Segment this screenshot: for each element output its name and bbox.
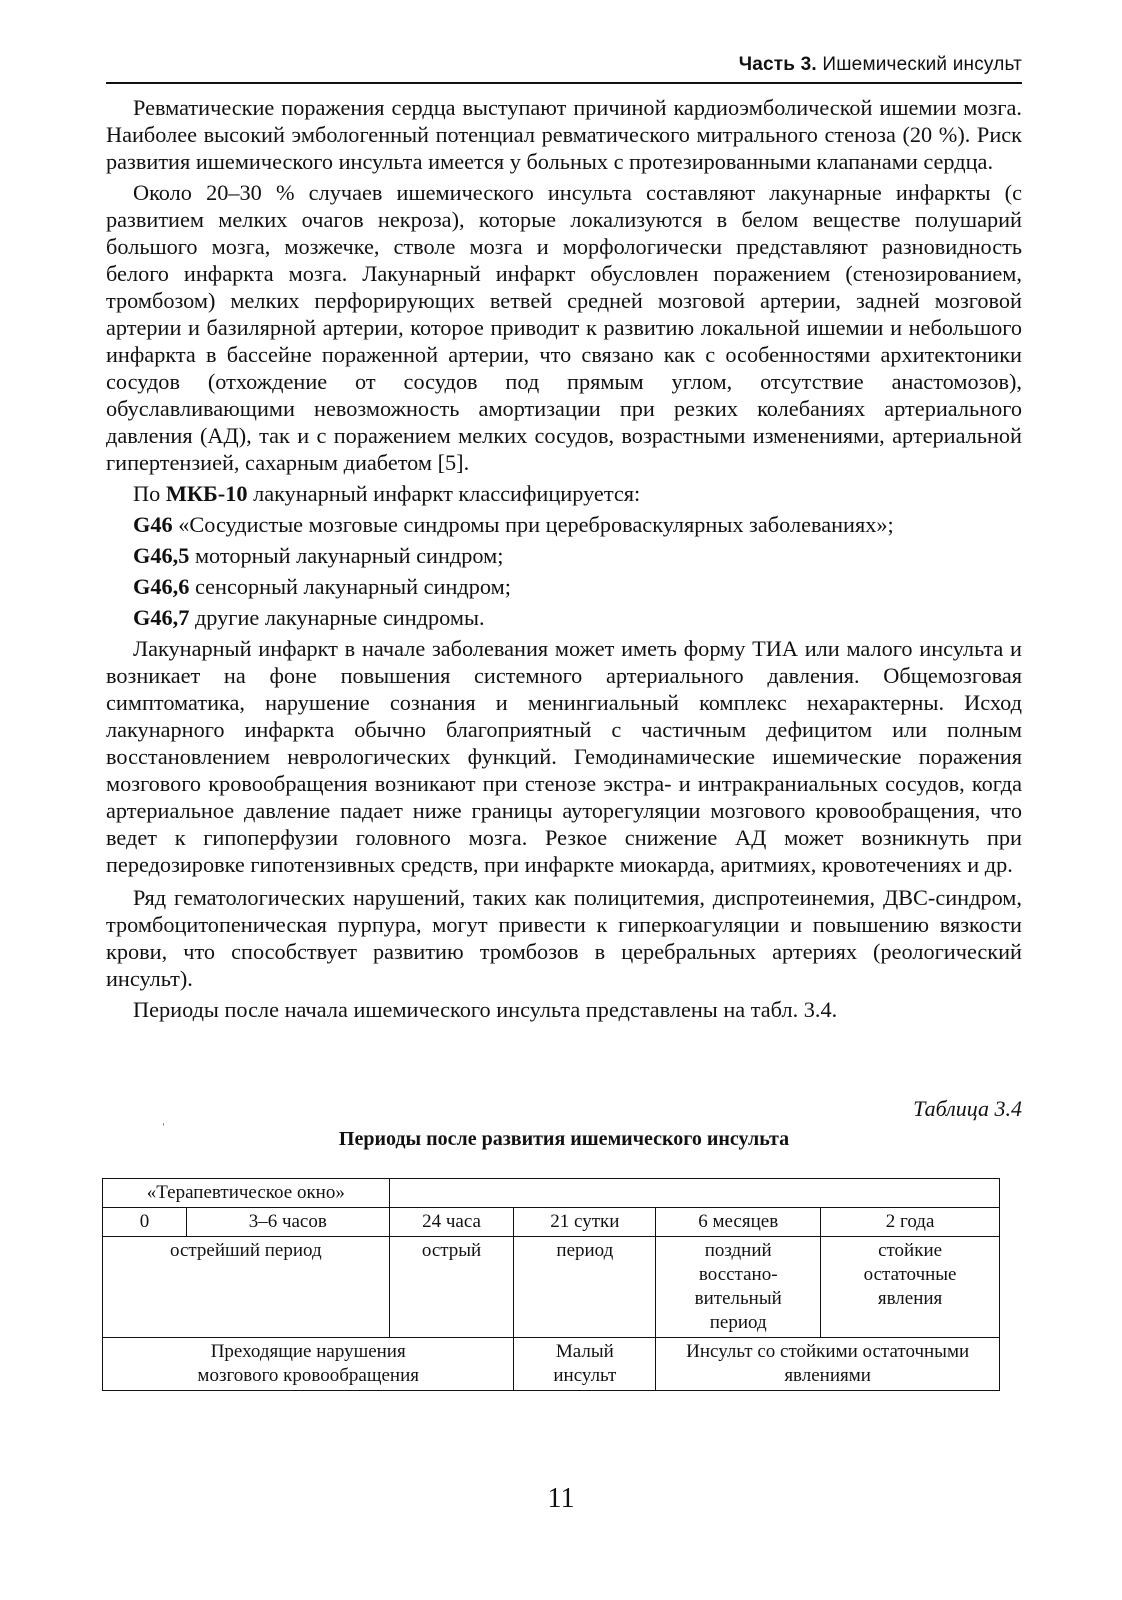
period-cell: острейший период: [103, 1237, 390, 1338]
period-cell: острый: [389, 1237, 514, 1338]
paragraph-lacunar: Около 20–30 % случаев ишемического инсульта составляют лакунарные инфаркты (с развитием мелких очагов некроза), которые локализуются в белом веществе полушарий большого мозга, мозжечке, стволе мозга и морфологически представляют разновидность белого инфаркта мозга. Лакунарный инфаркт обусловлен поражением (стенозированием, тромбозом) мелких перфорирующих ветвей средней мозговой артерии, задней мозговой артерии и базилярной артерии, которое приводит к развитию локальной ишемии и небольшого инфаркта в бассейне пораженной артерии, что связано как с особенностями архитектоники сосудов (отхождение от сосудов под прямым углом, отсутствие анастомозов), обуславливающими невозможность амортизации при резких колебаниях артериального давления (АД), так и с поражением мелких сосудов, возрастными изменениями, артериальной гипертензией, сахарным диабетом [5].: [106, 180, 1022, 475]
paragraph-lacunar-course: Лакунарный инфаркт в начале заболевания может иметь форму ТИА или малого инсульта и возникает на фоне повышения системного артериального давления. Общемозговая симптоматика, нарушение сознания и менингиальный комплекс нехарактерны. Исход лакунарного инфаркта обычно благоприятный с частичным дефицитом или полным восстановлением неврологических функций. Гемодинамические ишемические поражения мозгового кровообращения возникают при стенозе экстра- и интракраниальных сосудов, когда артериальное давление падает ниже границы ауторегуляции мозгового кровообращения, что ведет к гипоперфузии головного мозга. Резкое снижение АД может возникнуть при передозировке гипотензивных средств, при инфаркте миокарда, аритмиях, кровотечениях и др.: [106, 636, 1022, 877]
icd-code: G46,6: [133, 574, 190, 599]
icd-text: «Сосудистые мозговые синдромы при цереброваскулярных заболеваниях»;: [172, 512, 894, 537]
period-cell: период: [514, 1237, 656, 1338]
body-text: [106, 94, 1022, 1023]
table-row: [103, 1338, 1000, 1391]
periods-table: [102, 1178, 1000, 1391]
icd-item: [106, 542, 1022, 569]
outcome-cell: Малый инсульт: [514, 1338, 656, 1391]
timepoint-cell: 24 часа: [389, 1208, 514, 1237]
icd-text: моторный лакунарный синдром;: [189, 543, 504, 568]
table-row: [103, 1237, 1000, 1338]
outcome-cell: Инсульт со стойкими остаточными явлениями: [656, 1338, 1000, 1391]
page-number: 11: [547, 1483, 575, 1514]
scan-mark: ˈ: [161, 1122, 166, 1137]
table-row: [103, 1179, 1000, 1208]
outcome-cell: Преходящие нарушения мозгового кровообращения: [103, 1338, 514, 1391]
timepoint-cell: 3–6 часов: [186, 1208, 389, 1237]
timepoint-cell: 6 месяцев: [656, 1208, 821, 1237]
icd-label: МКБ-10: [165, 481, 248, 506]
icd-item: [106, 573, 1022, 600]
icd-intro-post: лакунарный инфаркт классифицируется:: [247, 481, 641, 506]
running-head: [106, 54, 1022, 76]
empty-cell: [389, 1179, 999, 1208]
icd-intro-pre: По: [133, 481, 166, 506]
paragraph-rheumatic: Ревматические поражения сердца выступают причиной кардиоэмболической ишемии мозга. Наиболее высокий эмбологенный потенциал ревматического митрального стеноза (20 %). Риск развития ишемического инсульта имеется у больных с протезированными клапанами сердца.: [106, 95, 1022, 174]
table-row: [103, 1208, 1000, 1237]
paragraph-hematologic: Ряд гематологических нарушений, таких как полицитемия, диспротеинемия, ДВС-синдром, тромбоцитопеническая пурпура, могут привести к гиперкоагуляции и повышению вязкости крови, что способствует развитию тромбозов в церебральных артериях (реологический инсульт).: [106, 885, 1022, 991]
chapter-title: Ишемический инсульт: [822, 54, 1022, 75]
timepoint-cell: 0: [103, 1208, 187, 1237]
therapeutic-window-cell: «Терапевтическое окно»: [103, 1179, 390, 1208]
timepoint-cell: 2 года: [821, 1208, 1000, 1237]
table-title: Периоды после развития ишемического инсульта: [338, 1128, 790, 1150]
icd-text: другие лакунарные синдромы.: [189, 605, 485, 630]
timepoint-cell: 21 сутки: [514, 1208, 656, 1237]
icd-item: [106, 511, 1022, 538]
period-cell: поздний восстановительный период: [656, 1237, 821, 1338]
icd-code: G46,5: [133, 543, 190, 568]
table-caption: Таблица 3.4: [913, 1096, 1022, 1121]
part-label: Часть 3.: [738, 54, 817, 75]
period-cell: стойкие остаточные явления: [821, 1237, 1000, 1338]
paragraph-icd-intro: [106, 480, 1022, 507]
icd-item: [106, 604, 1022, 631]
paragraph-periods-ref: Периоды после начала ишемического инсульта представлены на табл. 3.4.: [133, 997, 838, 1022]
header-rule: [106, 82, 1022, 84]
icd-code: G46,7: [133, 605, 190, 630]
icd-code: G46: [133, 512, 173, 537]
icd-text: сенсорный лакунарный синдром;: [189, 574, 511, 599]
